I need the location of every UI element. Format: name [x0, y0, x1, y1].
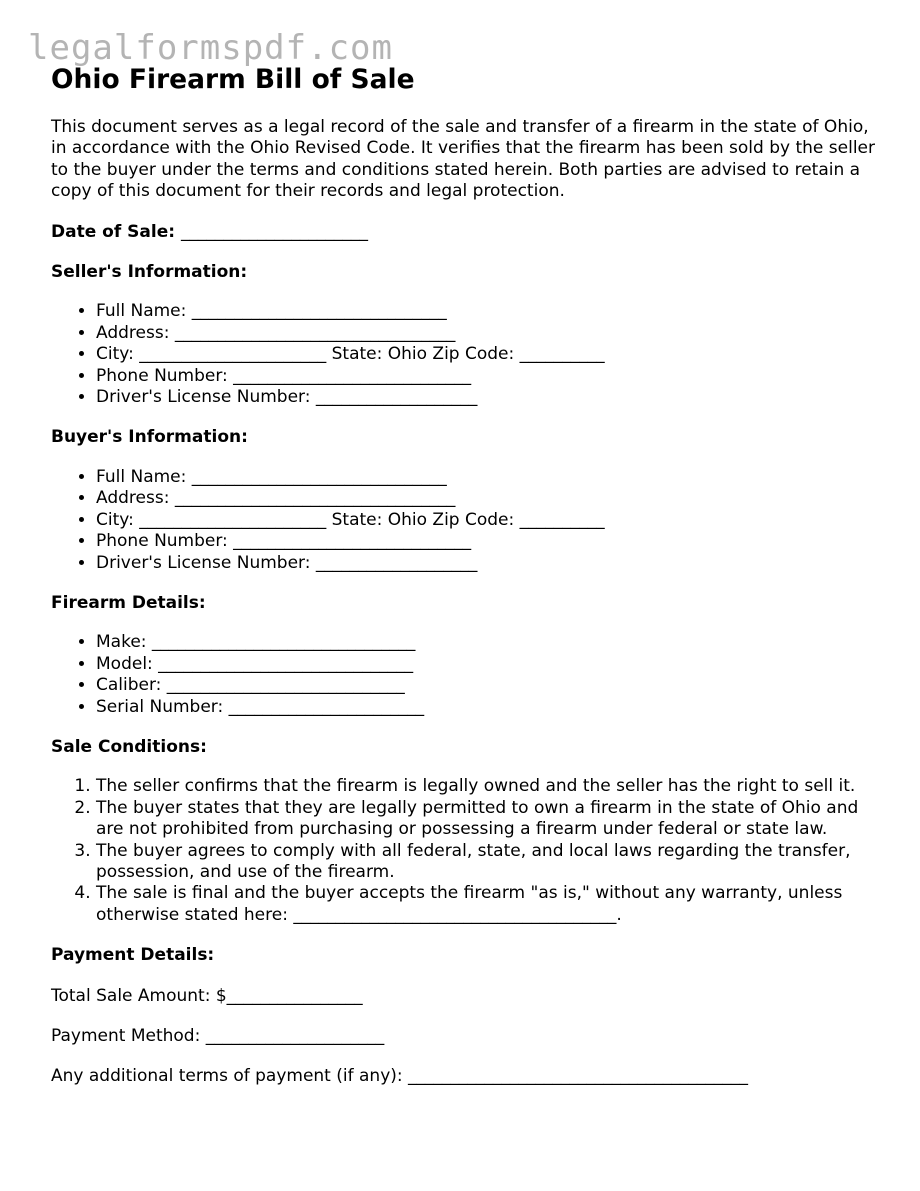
- seller-license[interactable]: • Driver's License Number: ___________________: [96, 387, 881, 408]
- buyer-heading: Buyer's Information:: [51, 427, 248, 448]
- buyer-list: [51, 467, 881, 574]
- page-title: Ohio Firearm Bill of Sale: [51, 64, 415, 95]
- firearm-model[interactable]: • Model: ______________________________: [96, 654, 881, 675]
- firearm-caliber[interactable]: • Caliber: ____________________________: [96, 675, 881, 696]
- date-of-sale-blank[interactable]: ______________________: [180, 221, 368, 242]
- conditions-heading: Sale Conditions:: [51, 736, 207, 757]
- condition-item: 3. The buyer agrees to comply with all federal, state, and local laws regarding the transfer, possession, and use of the firearm.: [96, 841, 881, 884]
- buyer-city-state-zip[interactable]: • City: ______________________ State: Ohio Zip Code: __________: [96, 510, 881, 531]
- condition-item: 2. The buyer states that they are legally permitted to own a firearm in the state of Ohio and are not prohibited from purchasing or possessing a firearm under federal or state law.: [96, 798, 881, 841]
- buyer-phone[interactable]: • Phone Number: ____________________________: [96, 531, 881, 552]
- seller-list: [51, 301, 881, 408]
- buyer-license[interactable]: • Driver's License Number: ___________________: [96, 553, 881, 574]
- payment-method[interactable]: Payment Method: _____________________: [51, 1026, 385, 1046]
- firearm-serial[interactable]: • Serial Number: _______________________: [96, 697, 881, 718]
- payment-heading: Payment Details:: [51, 945, 215, 966]
- document-page: [51, 64, 881, 1088]
- additional-payment-terms[interactable]: Any additional terms of payment (if any): ________________________________________: [51, 1066, 749, 1087]
- seller-full-name[interactable]: • Full Name: ______________________________: [96, 301, 881, 322]
- date-of-sale-label: Date of Sale:: [51, 221, 176, 242]
- watermark: legalformspdf.com: [28, 28, 393, 68]
- firearm-heading: Firearm Details:: [51, 592, 206, 613]
- date-of-sale-line: [51, 222, 881, 243]
- condition-item[interactable]: 4. The sale is final and the buyer accepts the firearm "as is," without any warranty, unless otherwise stated here: ______________________________________.: [96, 883, 881, 926]
- buyer-full-name[interactable]: • Full Name: ______________________________: [96, 467, 881, 488]
- firearm-list: [51, 632, 881, 718]
- seller-heading: Seller's Information:: [51, 262, 248, 283]
- conditions-list: [51, 776, 881, 926]
- seller-city-state-zip[interactable]: • City: ______________________ State: Ohio Zip Code: __________: [96, 344, 881, 365]
- condition-item: 1. The seller confirms that the firearm is legally owned and the seller has the right to sell it.: [96, 776, 881, 797]
- seller-address[interactable]: • Address: _________________________________: [96, 323, 881, 344]
- total-sale-amount[interactable]: Total Sale Amount: $________________: [51, 985, 363, 1006]
- buyer-address[interactable]: • Address: _________________________________: [96, 488, 881, 509]
- seller-phone[interactable]: • Phone Number: ____________________________: [96, 366, 881, 387]
- firearm-make[interactable]: • Make: _______________________________: [96, 632, 881, 653]
- intro-paragraph: This document serves as a legal record of the sale and transfer of a firearm in the state of Ohio, in accordance with the Ohio Revised Code. It verifies that the firearm has been sold by the seller to the buyer under the terms and conditions stated herein. Both parties are advised to retain a copy of this document for their records and legal protection.: [51, 117, 875, 202]
